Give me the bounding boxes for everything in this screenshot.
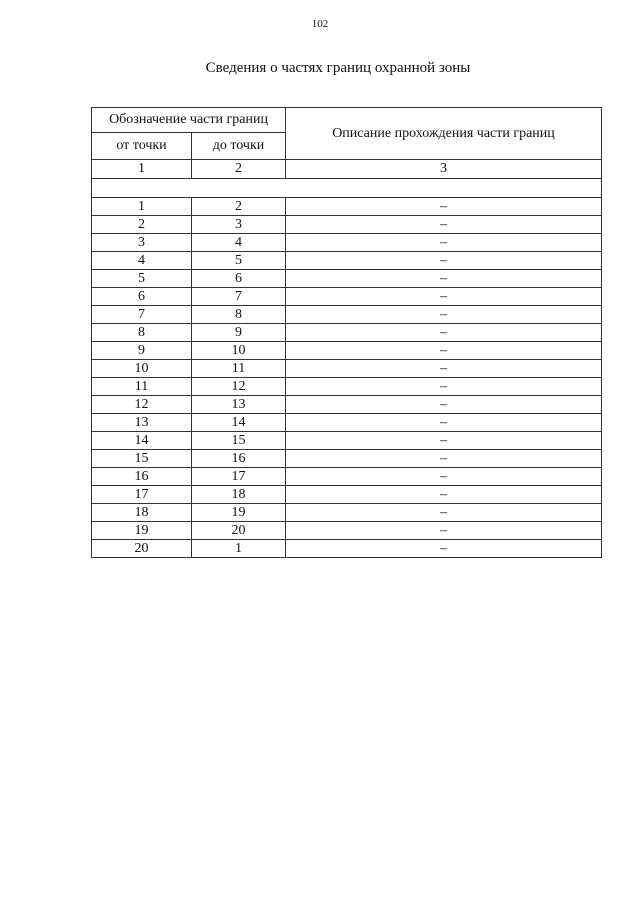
table-row xyxy=(92,468,602,486)
cell-to-point: 18 xyxy=(192,486,286,504)
table-row xyxy=(92,504,602,522)
header-from-point: от точки xyxy=(92,133,192,160)
cell-to-point: 20 xyxy=(192,522,286,540)
cell-to-point: 19 xyxy=(192,504,286,522)
cell-from-point: 3 xyxy=(92,234,192,252)
table-row xyxy=(92,216,602,234)
table-body xyxy=(92,108,602,558)
cell-to-point: 12 xyxy=(192,378,286,396)
header-to-point: до точки xyxy=(192,133,286,160)
cell-from-point: 7 xyxy=(92,306,192,324)
column-number-row xyxy=(92,160,602,179)
cell-description: – xyxy=(286,378,602,396)
cell-description: – xyxy=(286,396,602,414)
table-row xyxy=(92,414,602,432)
table-row xyxy=(92,270,602,288)
cell-from-point: 9 xyxy=(92,342,192,360)
cell-from-point: 14 xyxy=(92,432,192,450)
table-row xyxy=(92,432,602,450)
table-row xyxy=(92,342,602,360)
cell-to-point: 15 xyxy=(192,432,286,450)
cell-description: – xyxy=(286,306,602,324)
page-number: 102 xyxy=(311,18,329,30)
cell-to-point: 10 xyxy=(192,342,286,360)
cell-description: – xyxy=(286,216,602,234)
table-row xyxy=(92,234,602,252)
empty-section-cell xyxy=(92,179,602,198)
cell-description: – xyxy=(286,324,602,342)
header-description: Описание прохождения части границ xyxy=(286,108,602,160)
cell-to-point: 14 xyxy=(192,414,286,432)
cell-from-point: 10 xyxy=(92,360,192,378)
cell-from-point: 17 xyxy=(92,486,192,504)
cell-description: – xyxy=(286,252,602,270)
cell-to-point: 2 xyxy=(192,198,286,216)
table-row xyxy=(92,540,602,558)
cell-description: – xyxy=(286,450,602,468)
table-row xyxy=(92,198,602,216)
cell-from-point: 2 xyxy=(92,216,192,234)
cell-description: – xyxy=(286,486,602,504)
cell-to-point: 8 xyxy=(192,306,286,324)
cell-description: – xyxy=(286,432,602,450)
cell-from-point: 19 xyxy=(92,522,192,540)
column-number-3: 3 xyxy=(286,160,602,179)
header-row-group xyxy=(92,108,602,133)
cell-from-point: 13 xyxy=(92,414,192,432)
cell-to-point: 7 xyxy=(192,288,286,306)
table-row xyxy=(92,288,602,306)
table-row xyxy=(92,252,602,270)
cell-to-point: 1 xyxy=(192,540,286,558)
cell-description: – xyxy=(286,270,602,288)
cell-to-point: 5 xyxy=(192,252,286,270)
cell-description: – xyxy=(286,504,602,522)
column-number-2: 2 xyxy=(192,160,286,179)
cell-from-point: 4 xyxy=(92,252,192,270)
cell-to-point: 3 xyxy=(192,216,286,234)
cell-from-point: 6 xyxy=(92,288,192,306)
cell-description: – xyxy=(286,288,602,306)
empty-section-row xyxy=(92,179,602,198)
cell-description: – xyxy=(286,234,602,252)
table-row xyxy=(92,378,602,396)
cell-to-point: 11 xyxy=(192,360,286,378)
table-row xyxy=(92,324,602,342)
cell-from-point: 20 xyxy=(92,540,192,558)
cell-from-point: 1 xyxy=(92,198,192,216)
cell-description: – xyxy=(286,198,602,216)
cell-to-point: 6 xyxy=(192,270,286,288)
cell-to-point: 17 xyxy=(192,468,286,486)
cell-description: – xyxy=(286,522,602,540)
cell-to-point: 9 xyxy=(192,324,286,342)
header-boundary-part: Обозначение части границ xyxy=(92,108,286,133)
boundary-table xyxy=(91,107,602,558)
cell-from-point: 18 xyxy=(92,504,192,522)
table-row xyxy=(92,396,602,414)
cell-description: – xyxy=(286,540,602,558)
column-number-1: 1 xyxy=(92,160,192,179)
table-row xyxy=(92,522,602,540)
cell-to-point: 13 xyxy=(192,396,286,414)
cell-description: – xyxy=(286,468,602,486)
cell-description: – xyxy=(286,342,602,360)
cell-description: – xyxy=(286,360,602,378)
table-row xyxy=(92,360,602,378)
document-title: Сведения о частях границ охранной зоны xyxy=(205,60,471,76)
cell-to-point: 4 xyxy=(192,234,286,252)
table-row xyxy=(92,486,602,504)
table-row xyxy=(92,306,602,324)
table-row xyxy=(92,450,602,468)
cell-from-point: 16 xyxy=(92,468,192,486)
cell-from-point: 12 xyxy=(92,396,192,414)
cell-to-point: 16 xyxy=(192,450,286,468)
cell-from-point: 5 xyxy=(92,270,192,288)
cell-from-point: 8 xyxy=(92,324,192,342)
cell-from-point: 11 xyxy=(92,378,192,396)
cell-description: – xyxy=(286,414,602,432)
cell-from-point: 15 xyxy=(92,450,192,468)
